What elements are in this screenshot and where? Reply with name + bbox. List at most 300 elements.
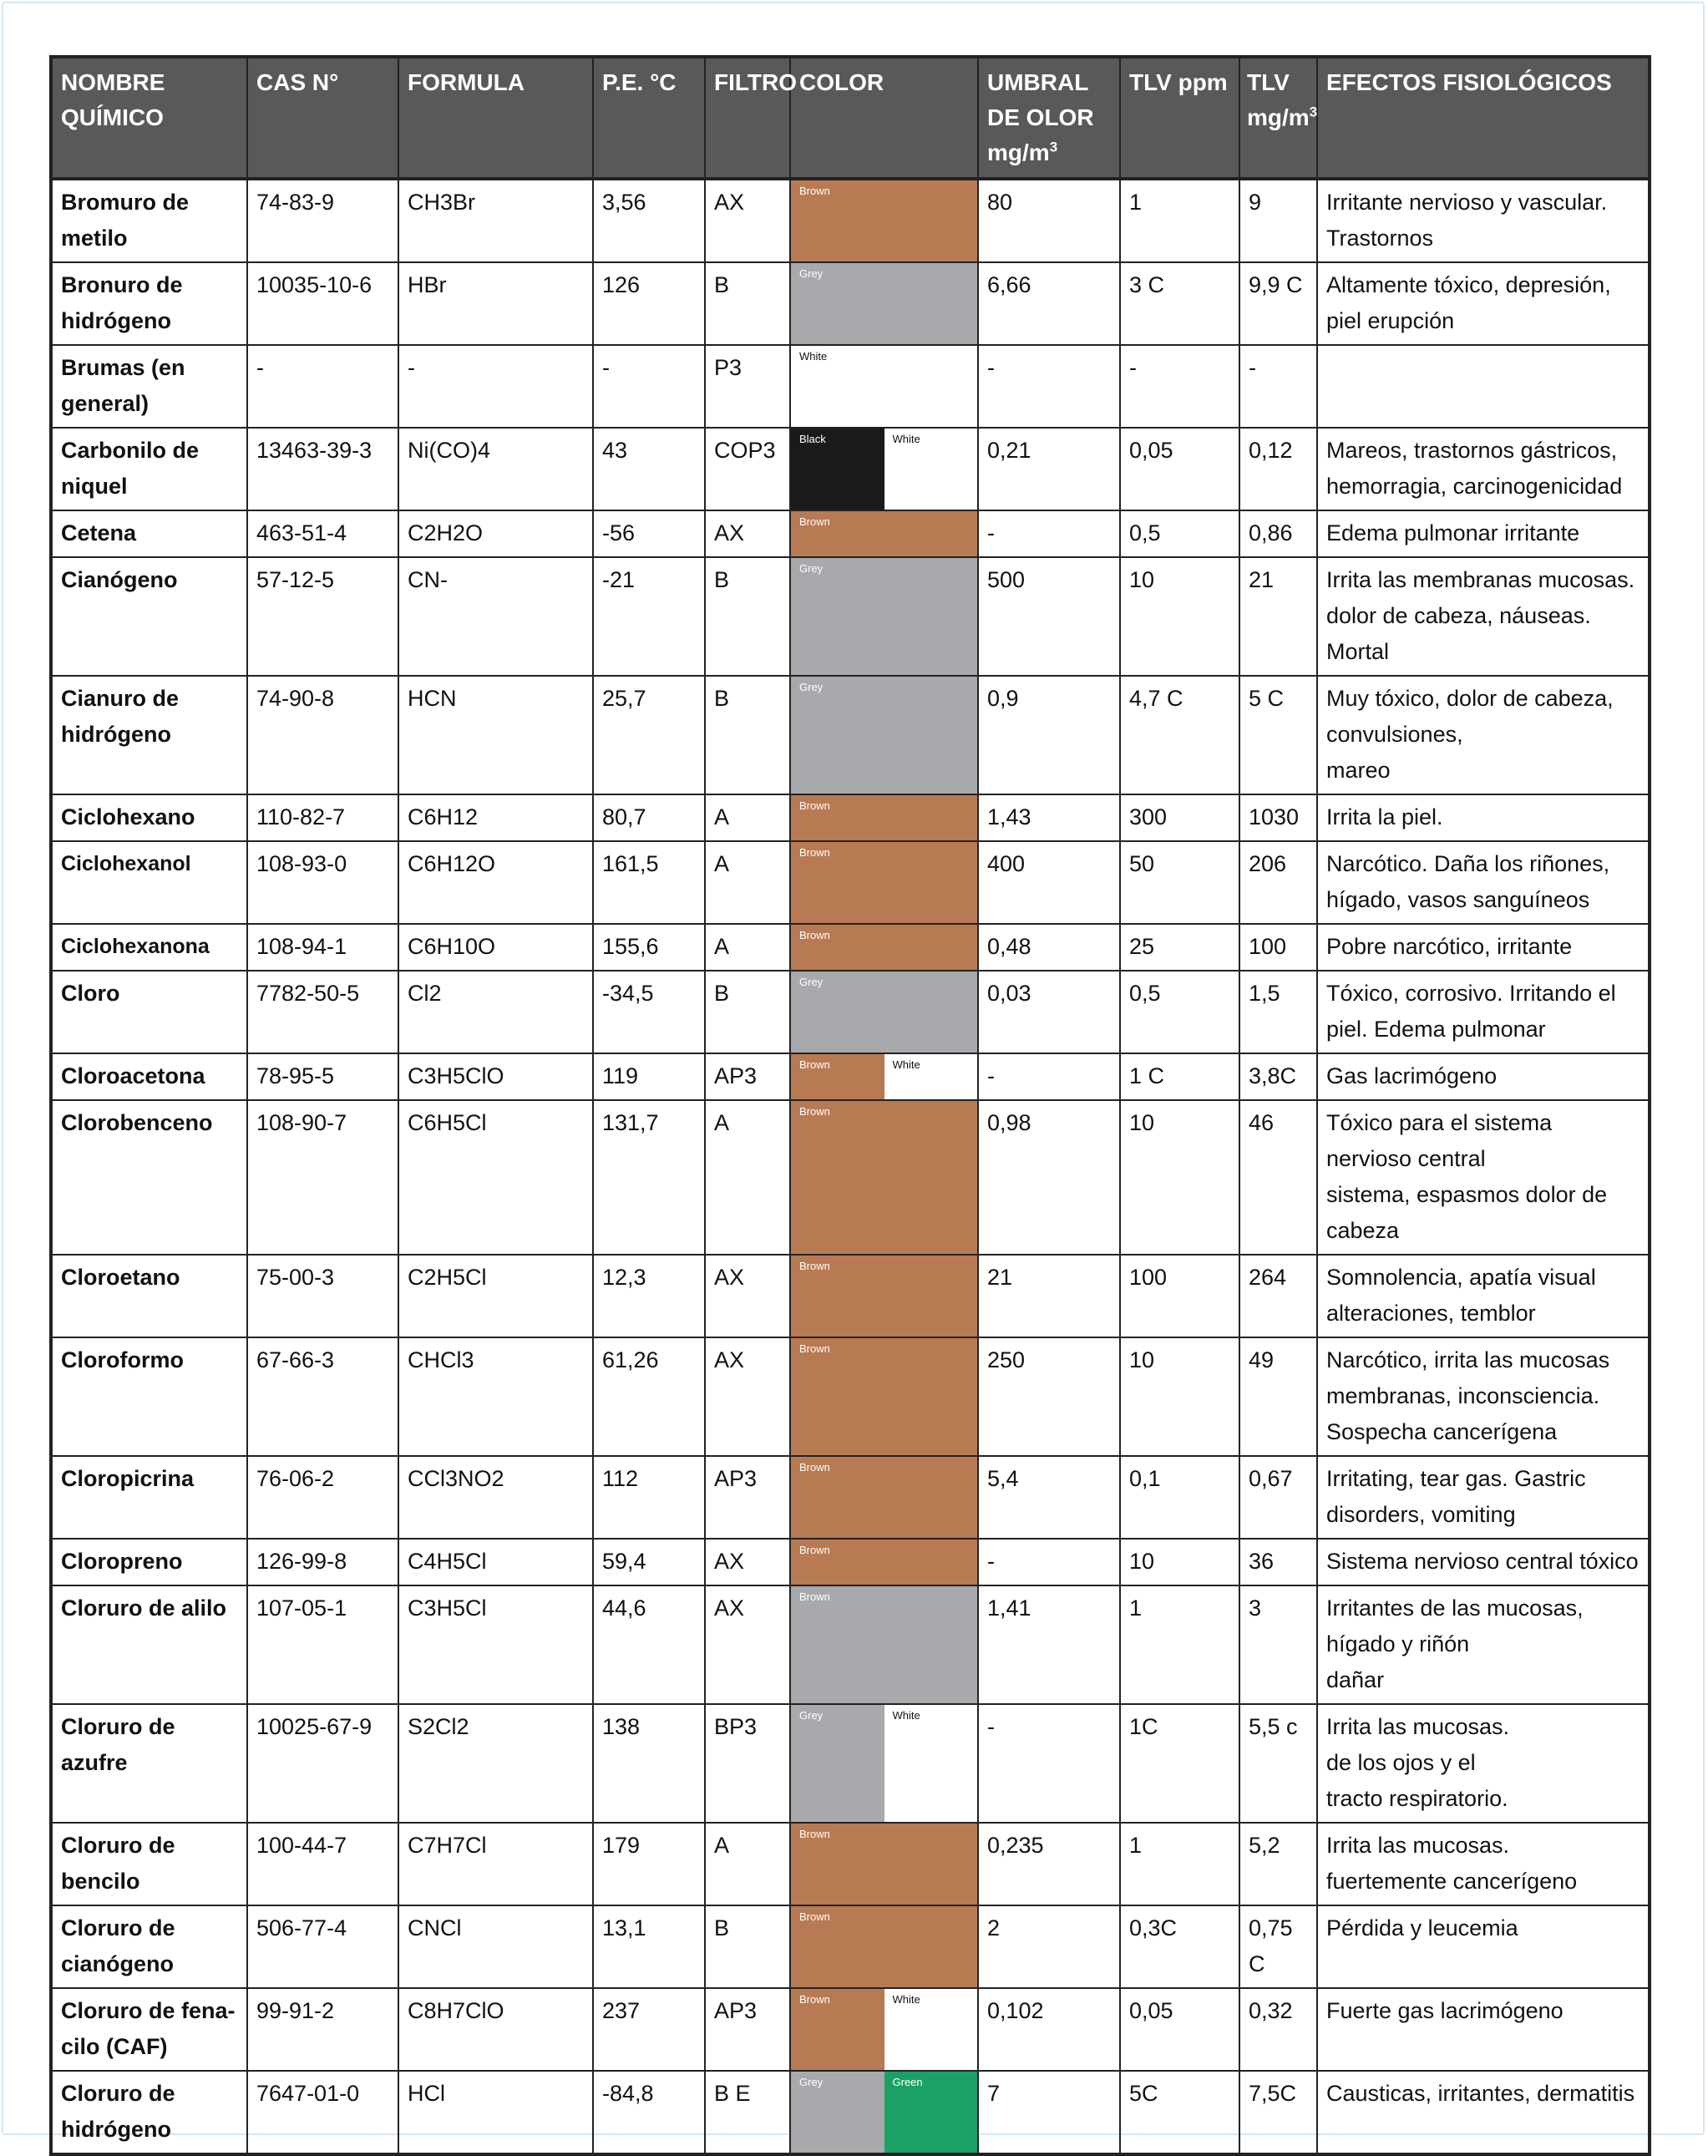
cell-umbral (978, 1704, 1120, 1823)
cell-cas (247, 262, 398, 345)
cell-pe (593, 428, 705, 510)
cell-cas (247, 1255, 398, 1337)
cell-formula (398, 1255, 593, 1337)
table-row (51, 676, 1650, 794)
color-swatch-label: Brown (799, 1544, 830, 1556)
header-tlv-ppm-text: TLV ppm (1129, 69, 1228, 95)
header-tlv-mg-sup: 3 (1309, 104, 1318, 120)
cell-tlv-ppm (1120, 262, 1239, 345)
tlv-ppm-text: - (1129, 355, 1137, 380)
cell-tlv-mg (1239, 1905, 1317, 1988)
color-swatch-label: Brown (799, 1058, 830, 1071)
cell-efectos (1317, 2071, 1650, 2154)
table-header (51, 57, 1650, 179)
color-swatch-group (791, 1256, 977, 1337)
tlv-ppm-text: 10 (1129, 1347, 1155, 1372)
cas-text: 7647-01-0 (256, 2081, 360, 2106)
cell-tlv-ppm (1120, 971, 1239, 1053)
formula-text: C3H5ClO (408, 1063, 504, 1088)
color-swatch (884, 1989, 978, 2070)
header-tlv-mg-text: TLV mg/m (1247, 69, 1310, 130)
cell-tlv-mg (1239, 924, 1317, 971)
umbral-text: 0,98 (987, 1110, 1031, 1135)
filtro-text: A (714, 804, 730, 829)
table-row (51, 1905, 1650, 1988)
name-text: Ciclohexanol (61, 852, 191, 875)
umbral-text: 6,66 (987, 272, 1031, 297)
formula-text: C6H10O (408, 934, 496, 959)
cell-umbral (978, 1456, 1120, 1539)
filtro-text: B (714, 981, 730, 1006)
tlv-mg-text: 0,32 (1249, 1998, 1293, 2023)
pe-text: 179 (602, 1833, 641, 1858)
tlv-ppm-text: 0,05 (1129, 1998, 1173, 2023)
formula-text: HBr (408, 272, 447, 297)
tlv-ppm-text: 50 (1129, 851, 1155, 876)
cell-tlv-ppm (1120, 1053, 1239, 1100)
cell-tlv-ppm (1120, 676, 1239, 794)
cas-text: 57-12-5 (256, 567, 335, 592)
cell-name (51, 794, 247, 841)
cell-name (51, 1585, 247, 1704)
header-pe (593, 57, 705, 179)
header-tlv-ppm (1120, 57, 1239, 179)
cell-efectos (1317, 1905, 1650, 1988)
cell-name (51, 1704, 247, 1823)
pe-text: 119 (602, 1063, 639, 1088)
tlv-ppm-text: 1 C (1129, 1063, 1165, 1088)
cell-umbral (978, 179, 1120, 262)
tlv-mg-text: 3 (1249, 1595, 1262, 1621)
efectos-text: Irrita las mucosas. de los ojos y el tracto respiratorio. (1326, 1714, 1510, 1811)
cell-cas (247, 1337, 398, 1456)
name-text: Ciclohexanona (61, 935, 210, 958)
cas-text: 108-93-0 (256, 851, 347, 876)
cell-color (790, 841, 978, 924)
cell-cas (247, 1823, 398, 1905)
header-umbral-sup: 3 (1049, 139, 1058, 155)
cell-efectos (1317, 794, 1650, 841)
cell-umbral (978, 971, 1120, 1053)
table-row (51, 794, 1650, 841)
color-swatch-label: Brown (799, 846, 830, 859)
cell-tlv-ppm (1120, 841, 1239, 924)
table-row (51, 557, 1650, 676)
color-swatch-label: Grey (799, 976, 824, 988)
cell-color (790, 924, 978, 971)
color-swatch (884, 1705, 978, 1822)
name-text: Bronuro de hidrógeno (61, 272, 183, 333)
cell-tlv-ppm (1120, 1823, 1239, 1905)
cell-efectos (1317, 1053, 1650, 1100)
color-swatch (791, 1989, 884, 2070)
cell-filtro (705, 510, 790, 557)
name-text: Cloruro de alilo (61, 1595, 227, 1621)
header-efectos-text: EFECTOS FISIOLÓGICOS (1326, 69, 1612, 95)
name-text: Bromuro de metilo (61, 190, 190, 251)
cell-cas (247, 1905, 398, 1988)
cell-name (51, 1053, 247, 1100)
color-swatch-label: Grey (799, 1709, 824, 1722)
cell-pe (593, 971, 705, 1053)
formula-text: C7H7Cl (408, 1833, 487, 1858)
pe-text: 43 (602, 438, 628, 463)
cell-pe (593, 179, 705, 262)
filtro-text: AX (714, 1347, 745, 1372)
cell-name (51, 345, 247, 428)
header-row (51, 57, 1650, 179)
color-swatch (884, 429, 978, 510)
color-swatch-label: Grey (799, 267, 824, 280)
cell-formula (398, 1539, 593, 1585)
cell-pe (593, 262, 705, 345)
pe-text: 12,3 (602, 1265, 646, 1290)
cell-filtro (705, 2071, 790, 2154)
cell-color (790, 971, 978, 1053)
color-swatch-group (791, 1824, 977, 1905)
name-text: Brumas (en general) (61, 355, 185, 416)
tlv-mg-text: 46 (1249, 1110, 1275, 1135)
table-row (51, 1988, 1650, 2071)
umbral-text: 2 (987, 1915, 1001, 1940)
pe-text: 155,6 (602, 934, 659, 959)
tlv-ppm-text: 25 (1129, 934, 1155, 959)
umbral-text: 0,48 (987, 934, 1031, 959)
cell-umbral (978, 1585, 1120, 1704)
cas-text: 108-90-7 (256, 1110, 347, 1135)
tlv-ppm-text: 10 (1129, 567, 1155, 592)
cell-tlv-mg (1239, 1539, 1317, 1585)
umbral-text: 400 (987, 851, 1026, 876)
efectos-text: Irritante nervioso y vascular. Trastornos (1326, 190, 1608, 251)
cell-filtro (705, 262, 790, 345)
tlv-ppm-text: 300 (1129, 804, 1168, 829)
cell-tlv-mg (1239, 841, 1317, 924)
efectos-text: Tóxico, corrosivo. Irritando el piel. Edema pulmonar (1326, 981, 1616, 1042)
cell-formula (398, 345, 593, 428)
pe-text: -21 (602, 567, 636, 592)
pe-text: -34,5 (602, 981, 654, 1006)
name-text: Cloroacetona (61, 1063, 205, 1088)
tlv-ppm-text: 0,1 (1129, 1466, 1161, 1491)
color-swatch-label: Green (892, 2076, 923, 2088)
color-swatch-label: Brown (799, 1260, 830, 1272)
cell-pe (593, 1988, 705, 2071)
name-text: Cloruro de bencilo (61, 1833, 175, 1894)
cas-text: 74-83-9 (256, 190, 335, 215)
cell-cas (247, 1053, 398, 1100)
cell-name (51, 1539, 247, 1585)
cell-umbral (978, 428, 1120, 510)
cell-name (51, 1456, 247, 1539)
formula-text: Ni(CO)4 (408, 438, 490, 463)
cell-filtro (705, 794, 790, 841)
formula-text: S2Cl2 (408, 1714, 469, 1739)
header-tlv-mg (1239, 57, 1317, 179)
cas-text: 7782-50-5 (256, 981, 360, 1006)
cell-filtro (705, 345, 790, 428)
color-swatch (884, 1054, 978, 1099)
color-swatch (791, 925, 977, 970)
cell-efectos (1317, 1255, 1650, 1337)
cell-pe (593, 1585, 705, 1704)
cell-filtro (705, 1456, 790, 1539)
color-swatch-label: Brown (799, 1105, 830, 1118)
cell-efectos (1317, 841, 1650, 924)
cell-filtro (705, 179, 790, 262)
cell-tlv-ppm (1120, 2071, 1239, 2154)
cas-text: 108-94-1 (256, 934, 347, 959)
cell-color (790, 2071, 978, 2154)
color-swatch-label: White (892, 1709, 920, 1722)
name-text: Cloruro de fena-cilo (CAF) (61, 1998, 236, 2059)
table-row (51, 924, 1650, 971)
cell-tlv-mg (1239, 557, 1317, 676)
header-efectos (1317, 57, 1650, 179)
cell-pe (593, 1704, 705, 1823)
cell-tlv-mg (1239, 1053, 1317, 1100)
name-text: Ciclohexano (61, 804, 195, 829)
umbral-text: 1,43 (987, 804, 1031, 829)
cell-pe (593, 1823, 705, 1905)
cell-pe (593, 1255, 705, 1337)
cell-pe (593, 1053, 705, 1100)
tlv-mg-text: 49 (1249, 1347, 1275, 1372)
cell-name (51, 510, 247, 557)
table-row (51, 2071, 1650, 2154)
cell-filtro (705, 1704, 790, 1823)
filtro-text: B (714, 272, 730, 297)
cell-tlv-mg (1239, 510, 1317, 557)
cell-efectos (1317, 676, 1650, 794)
filtro-text: B E (714, 2081, 751, 2106)
efectos-text: Pérdida y leucemia (1326, 1915, 1518, 1940)
color-swatch (884, 2072, 978, 2153)
color-swatch-label: Brown (799, 1828, 830, 1840)
table-row (51, 1053, 1650, 1100)
color-swatch-group (791, 1705, 977, 1822)
cell-tlv-ppm (1120, 345, 1239, 428)
filtro-text: AX (714, 1549, 745, 1574)
filtro-text: AP3 (714, 1466, 758, 1491)
umbral-text: 250 (987, 1347, 1026, 1372)
color-swatch (791, 971, 977, 1053)
header-name-text: NOMBRE QUÍMICO (61, 69, 165, 130)
cell-tlv-mg (1239, 676, 1317, 794)
cell-filtro (705, 1539, 790, 1585)
cell-umbral (978, 1539, 1120, 1585)
name-text: Cloruro de cianógeno (61, 1915, 175, 1976)
color-swatch (791, 1586, 977, 1703)
color-swatch-label: Brown (799, 1993, 830, 2006)
cell-color (790, 262, 978, 345)
cell-formula (398, 676, 593, 794)
color-swatch (791, 1906, 977, 1987)
cell-efectos (1317, 1823, 1650, 1905)
efectos-text: Muy tóxico, dolor de cabeza, convulsiones, mareo (1326, 686, 1614, 783)
efectos-text: Narcótico. Daña los riñones, hígado, vasos sanguíneos (1326, 851, 1610, 912)
cell-cas (247, 428, 398, 510)
tlv-mg-text: 5,2 (1249, 1833, 1280, 1858)
umbral-text: 0,9 (987, 686, 1019, 711)
cell-umbral (978, 1255, 1120, 1337)
cell-umbral (978, 2071, 1120, 2154)
color-swatch-label: Brown (799, 515, 830, 528)
cell-cas (247, 1585, 398, 1704)
cell-name (51, 1337, 247, 1456)
color-swatch (791, 346, 977, 427)
pe-text: 61,26 (602, 1347, 659, 1372)
tlv-ppm-text: 1 (1129, 190, 1143, 215)
formula-text: C6H5Cl (408, 1110, 487, 1135)
table-row (51, 1585, 1650, 1704)
cell-cas (247, 1704, 398, 1823)
cell-efectos (1317, 1988, 1650, 2071)
tlv-mg-text: 7,5C (1249, 2081, 1297, 2106)
formula-text: CH3Br (408, 190, 476, 215)
tlv-mg-text: 0,12 (1249, 438, 1293, 463)
cell-cas (247, 676, 398, 794)
filtro-text: BP3 (714, 1714, 758, 1739)
pe-text: 138 (602, 1714, 641, 1739)
cell-pe (593, 345, 705, 428)
cell-pe (593, 676, 705, 794)
cell-efectos (1317, 1539, 1650, 1585)
cell-efectos (1317, 428, 1650, 510)
table-row (51, 1539, 1650, 1585)
cell-umbral (978, 676, 1120, 794)
cas-text: 75-00-3 (256, 1265, 335, 1290)
cell-tlv-mg (1239, 1823, 1317, 1905)
color-swatch-label: Brown (799, 1910, 830, 1923)
cell-tlv-ppm (1120, 1255, 1239, 1337)
efectos-text: Irritating, tear gas. Gastric disorders, vomiting (1326, 1466, 1586, 1527)
cell-tlv-mg (1239, 794, 1317, 841)
header-cas-text: CAS N° (256, 69, 339, 95)
umbral-text: - (987, 1714, 995, 1739)
pe-text: 126 (602, 272, 641, 297)
umbral-text: 0,21 (987, 438, 1031, 463)
cell-cas (247, 971, 398, 1053)
cell-efectos (1317, 1337, 1650, 1456)
cas-text: 10025-67-9 (256, 1714, 373, 1739)
cell-efectos (1317, 1704, 1650, 1823)
cell-filtro (705, 1053, 790, 1100)
cell-formula (398, 971, 593, 1053)
table-row (51, 345, 1650, 428)
cas-text: 100-44-7 (256, 1833, 347, 1858)
efectos-text: Gas lacrimógeno (1326, 1063, 1498, 1088)
cell-filtro (705, 676, 790, 794)
name-text: Cloropicrina (61, 1466, 195, 1491)
cell-tlv-ppm (1120, 510, 1239, 557)
color-swatch-group (791, 1906, 977, 1987)
color-swatch-group (791, 558, 977, 675)
cas-text: 110-82-7 (256, 804, 346, 829)
cell-umbral (978, 1905, 1120, 1988)
cell-cas (247, 1988, 398, 2071)
table-row (51, 971, 1650, 1053)
header-pe-text: P.E. °C (602, 69, 677, 95)
cell-tlv-ppm (1120, 1539, 1239, 1585)
tlv-ppm-text: 10 (1129, 1549, 1155, 1574)
table-row (51, 1100, 1650, 1255)
tlv-mg-text: 0,86 (1249, 520, 1293, 545)
header-color (790, 57, 978, 179)
cell-efectos (1317, 971, 1650, 1053)
cell-cas (247, 1456, 398, 1539)
filtro-text: A (714, 934, 730, 959)
header-umbral-text: UMBRAL DE OLOR mg/m (987, 69, 1094, 165)
tlv-mg-text: 100 (1249, 934, 1287, 959)
cell-filtro (705, 924, 790, 971)
formula-text: C6H12O (408, 851, 496, 876)
cell-umbral (978, 924, 1120, 971)
cell-tlv-mg (1239, 1704, 1317, 1823)
cell-name (51, 841, 247, 924)
header-formula-text: FORMULA (408, 69, 525, 95)
cell-filtro (705, 428, 790, 510)
cell-tlv-ppm (1120, 1988, 1239, 2071)
cell-name (51, 1823, 247, 1905)
color-swatch-group (791, 1457, 977, 1538)
tlv-ppm-text: 0,5 (1129, 981, 1161, 1006)
tlv-mg-text: 5 C (1249, 686, 1285, 711)
tlv-mg-text: 36 (1249, 1549, 1275, 1574)
tlv-ppm-text: 100 (1129, 1265, 1168, 1290)
color-swatch-group (791, 1586, 977, 1703)
cell-tlv-mg (1239, 2071, 1317, 2154)
cell-color (790, 794, 978, 841)
umbral-text: 21 (987, 1265, 1013, 1290)
color-swatch (791, 1338, 977, 1455)
cell-pe (593, 1905, 705, 1988)
tlv-mg-text: 0,75 C (1249, 1915, 1293, 1976)
cell-color (790, 1053, 978, 1100)
filtro-text: AX (714, 1595, 745, 1621)
cell-formula (398, 2071, 593, 2154)
color-swatch-group (791, 1338, 977, 1455)
cell-formula (398, 1456, 593, 1539)
cell-tlv-mg (1239, 428, 1317, 510)
cell-efectos (1317, 262, 1650, 345)
cell-tlv-mg (1239, 345, 1317, 428)
cell-tlv-ppm (1120, 179, 1239, 262)
tlv-mg-text: 21 (1249, 567, 1275, 592)
formula-text: C8H7ClO (408, 1998, 504, 2023)
umbral-text: 5,4 (987, 1466, 1019, 1491)
cas-text: 10035-10-6 (256, 272, 373, 297)
cell-tlv-ppm (1120, 1585, 1239, 1704)
name-text: Cloruro de azufre (61, 1714, 175, 1775)
cell-color (790, 557, 978, 676)
umbral-text: - (987, 1063, 995, 1088)
cas-text: 506-77-4 (256, 1915, 347, 1940)
cell-filtro (705, 1255, 790, 1337)
tlv-mg-text: 1030 (1249, 804, 1300, 829)
color-swatch (791, 558, 977, 675)
color-swatch-group (791, 971, 977, 1053)
name-text: Cetena (61, 520, 137, 545)
cell-tlv-ppm (1120, 1456, 1239, 1539)
cell-name (51, 428, 247, 510)
table-row (51, 1337, 1650, 1456)
cell-formula (398, 428, 593, 510)
color-swatch (791, 429, 884, 510)
cell-filtro (705, 1823, 790, 1905)
efectos-text: Sistema nervioso central tóxico (1326, 1549, 1639, 1574)
color-swatch-group (791, 1054, 977, 1099)
